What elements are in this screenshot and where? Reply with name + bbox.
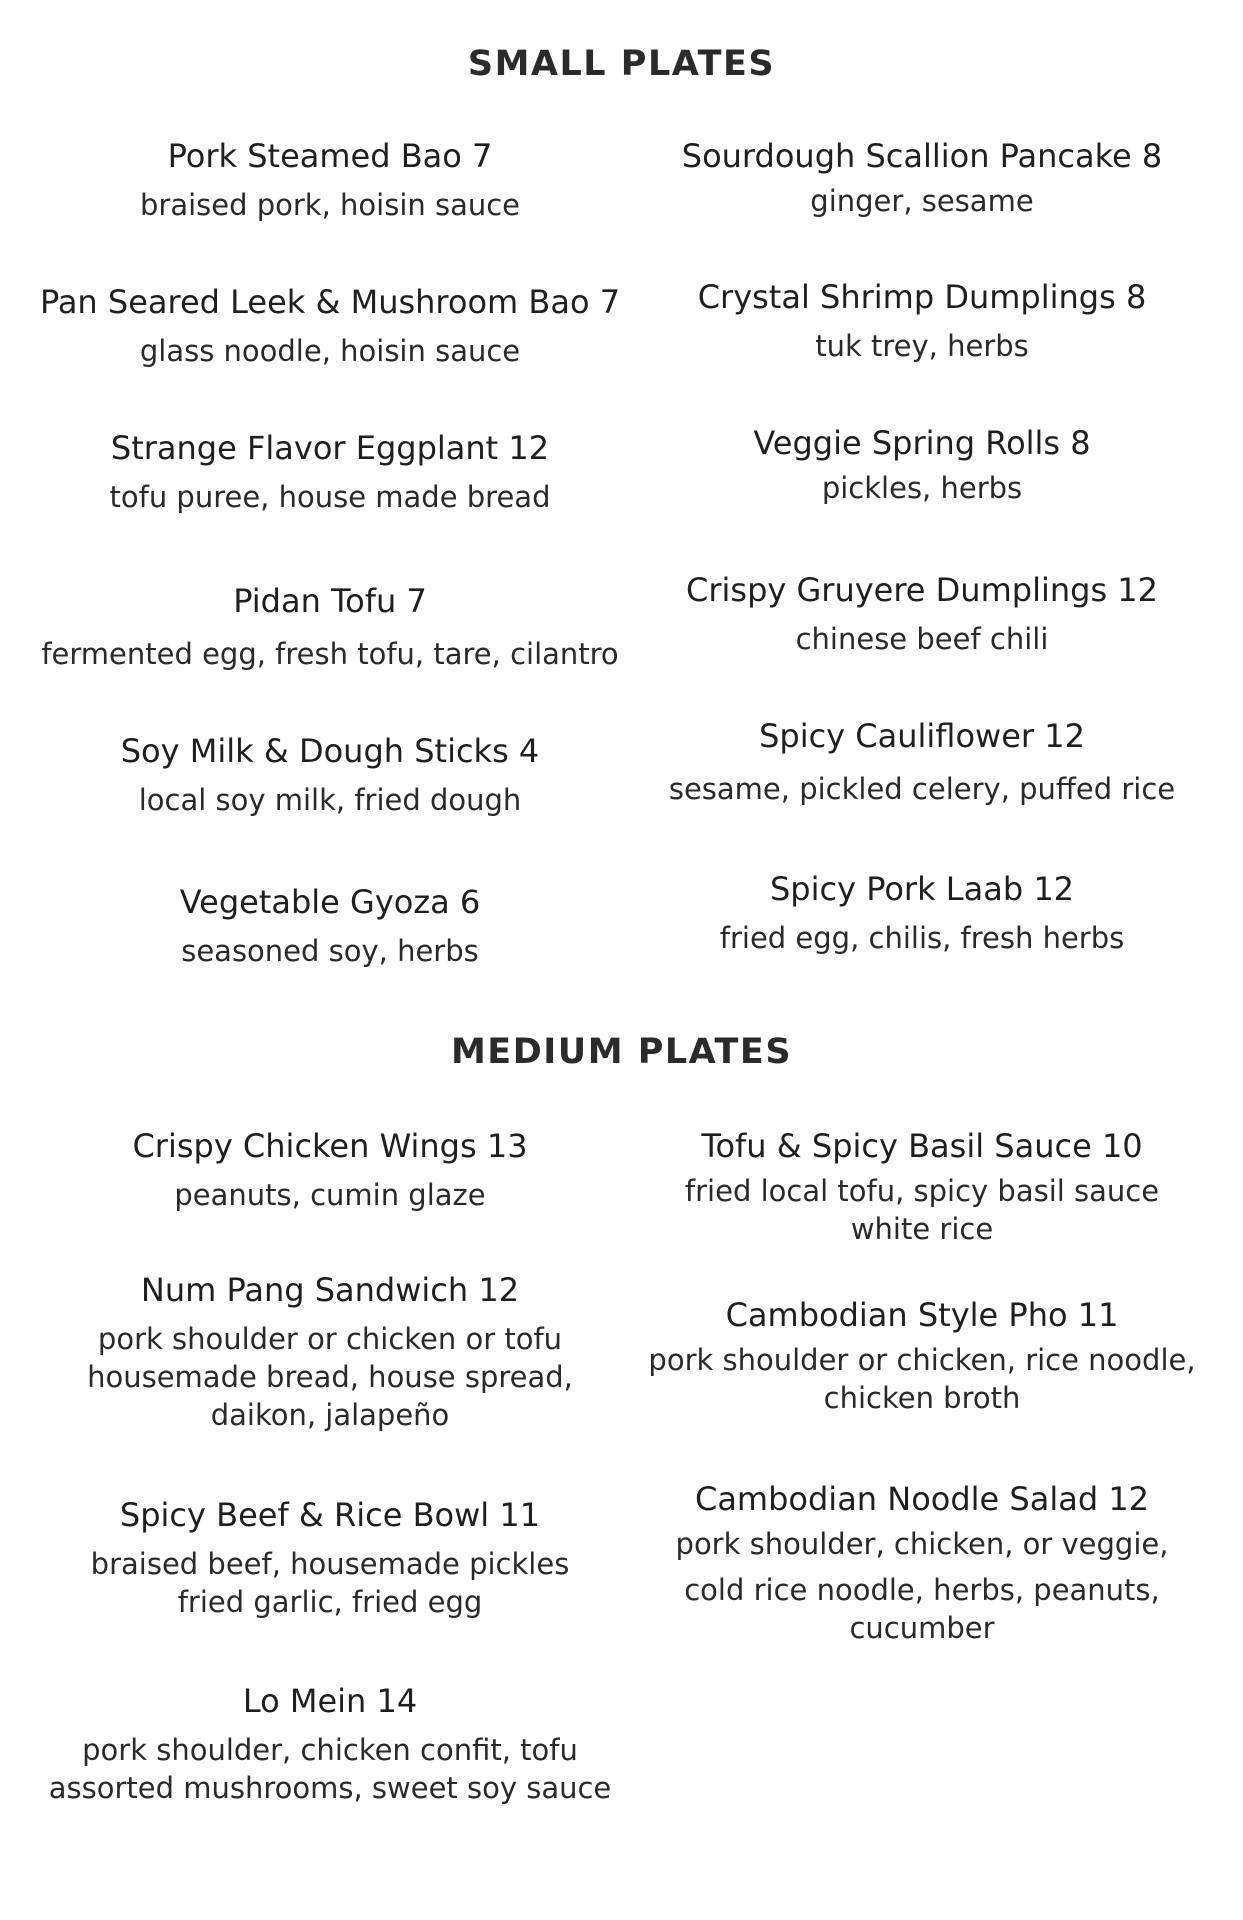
item-name: Crystal Shrimp Dumplings 8 (697, 278, 1147, 316)
menu-item (30, 428, 630, 516)
item-name: Strange Flavor Eggplant 12 (110, 429, 550, 467)
menu-item (622, 1126, 1222, 1248)
item-description: peanuts, cumin glaze (174, 1178, 486, 1212)
item-description: fried local tofu, spicy basil sauce white rice (684, 1174, 1160, 1246)
menu-item (622, 277, 1222, 365)
item-description: pork shoulder or chicken, rice noodle, chicken broth (648, 1343, 1196, 1415)
menu-item (30, 731, 630, 819)
menu-item (30, 136, 630, 224)
item-description: fried egg, chilis, fresh herbs (719, 921, 1125, 955)
item-name: Veggie Spring Rolls 8 (753, 424, 1091, 462)
item-name: Num Pang Sandwich 12 (140, 1271, 520, 1309)
item-name: Soy Milk & Dough Sticks 4 (120, 732, 540, 770)
small-plates-heading: SMALL PLATES (467, 44, 776, 84)
item-name: Spicy Beef & Rice Bowl 11 (119, 1496, 541, 1534)
item-name: Pork Steamed Bao 7 (167, 137, 493, 175)
item-description: pork shoulder, chicken, or veggie, cold rice noodle, herbs, peanuts, cucumber (675, 1527, 1169, 1645)
menu-item (622, 136, 1222, 220)
item-name: Vegetable Gyoza 6 (179, 883, 481, 921)
menu-item (30, 1126, 630, 1214)
item-description: braised beef, housemade pickles fried garlic, fried egg (90, 1547, 570, 1619)
item-name: Lo Mein 14 (242, 1682, 418, 1720)
item-description: ginger, sesame (810, 184, 1034, 218)
item-name: Tofu & Spicy Basil Sauce 10 (701, 1127, 1143, 1165)
item-name: Spicy Pork Laab 12 (769, 870, 1075, 908)
item-description: pickles, herbs (821, 471, 1023, 505)
item-description: tofu puree, house made bread (109, 480, 551, 514)
item-name: Pidan Tofu 7 (233, 582, 427, 620)
item-name: Pan Seared Leek & Mushroom Bao 7 (39, 283, 621, 321)
item-description: chinese beef chili (795, 622, 1049, 656)
menu-item (30, 1270, 630, 1434)
menu-item (30, 1495, 630, 1621)
menu-item (622, 423, 1222, 507)
menu-item (30, 282, 630, 370)
item-description: braised pork, hoisin sauce (139, 188, 521, 222)
item-name: Spicy Cauliflower 12 (759, 717, 1085, 755)
item-description: local soy milk, fried dough (138, 783, 522, 817)
menu-item (622, 716, 1222, 808)
item-name: Crispy Gruyere Dumplings 12 (686, 571, 1158, 609)
menu-item (30, 882, 630, 970)
item-name: Cambodian Noodle Salad 12 (694, 1480, 1150, 1518)
item-description: pork shoulder or chicken or tofu housemade bread, house spread, daikon, jalapeño (87, 1322, 573, 1432)
item-description: glass noodle, hoisin sauce (139, 334, 521, 368)
item-description: seasoned soy, herbs (181, 934, 479, 968)
medium-plates-heading: MEDIUM PLATES (450, 1032, 793, 1072)
menu-item (30, 581, 630, 673)
item-description: tuk trey, herbs (815, 329, 1029, 363)
menu-item (622, 1295, 1222, 1417)
menu-item (622, 869, 1222, 957)
item-description: sesame, pickled celery, puffed rice (668, 772, 1176, 806)
item-name: Crispy Chicken Wings 13 (132, 1127, 528, 1165)
item-description: pork shoulder, chicken confit, tofu assorted mushrooms, sweet soy sauce (48, 1733, 612, 1805)
item-name: Cambodian Style Pho 11 (725, 1296, 1119, 1334)
item-description: fermented egg, fresh tofu, tare, cilantro (41, 637, 619, 671)
menu-item (622, 1479, 1222, 1647)
menu-item (622, 570, 1222, 658)
menu-item (30, 1681, 630, 1807)
item-name: Sourdough Scallion Pancake 8 (681, 137, 1163, 175)
